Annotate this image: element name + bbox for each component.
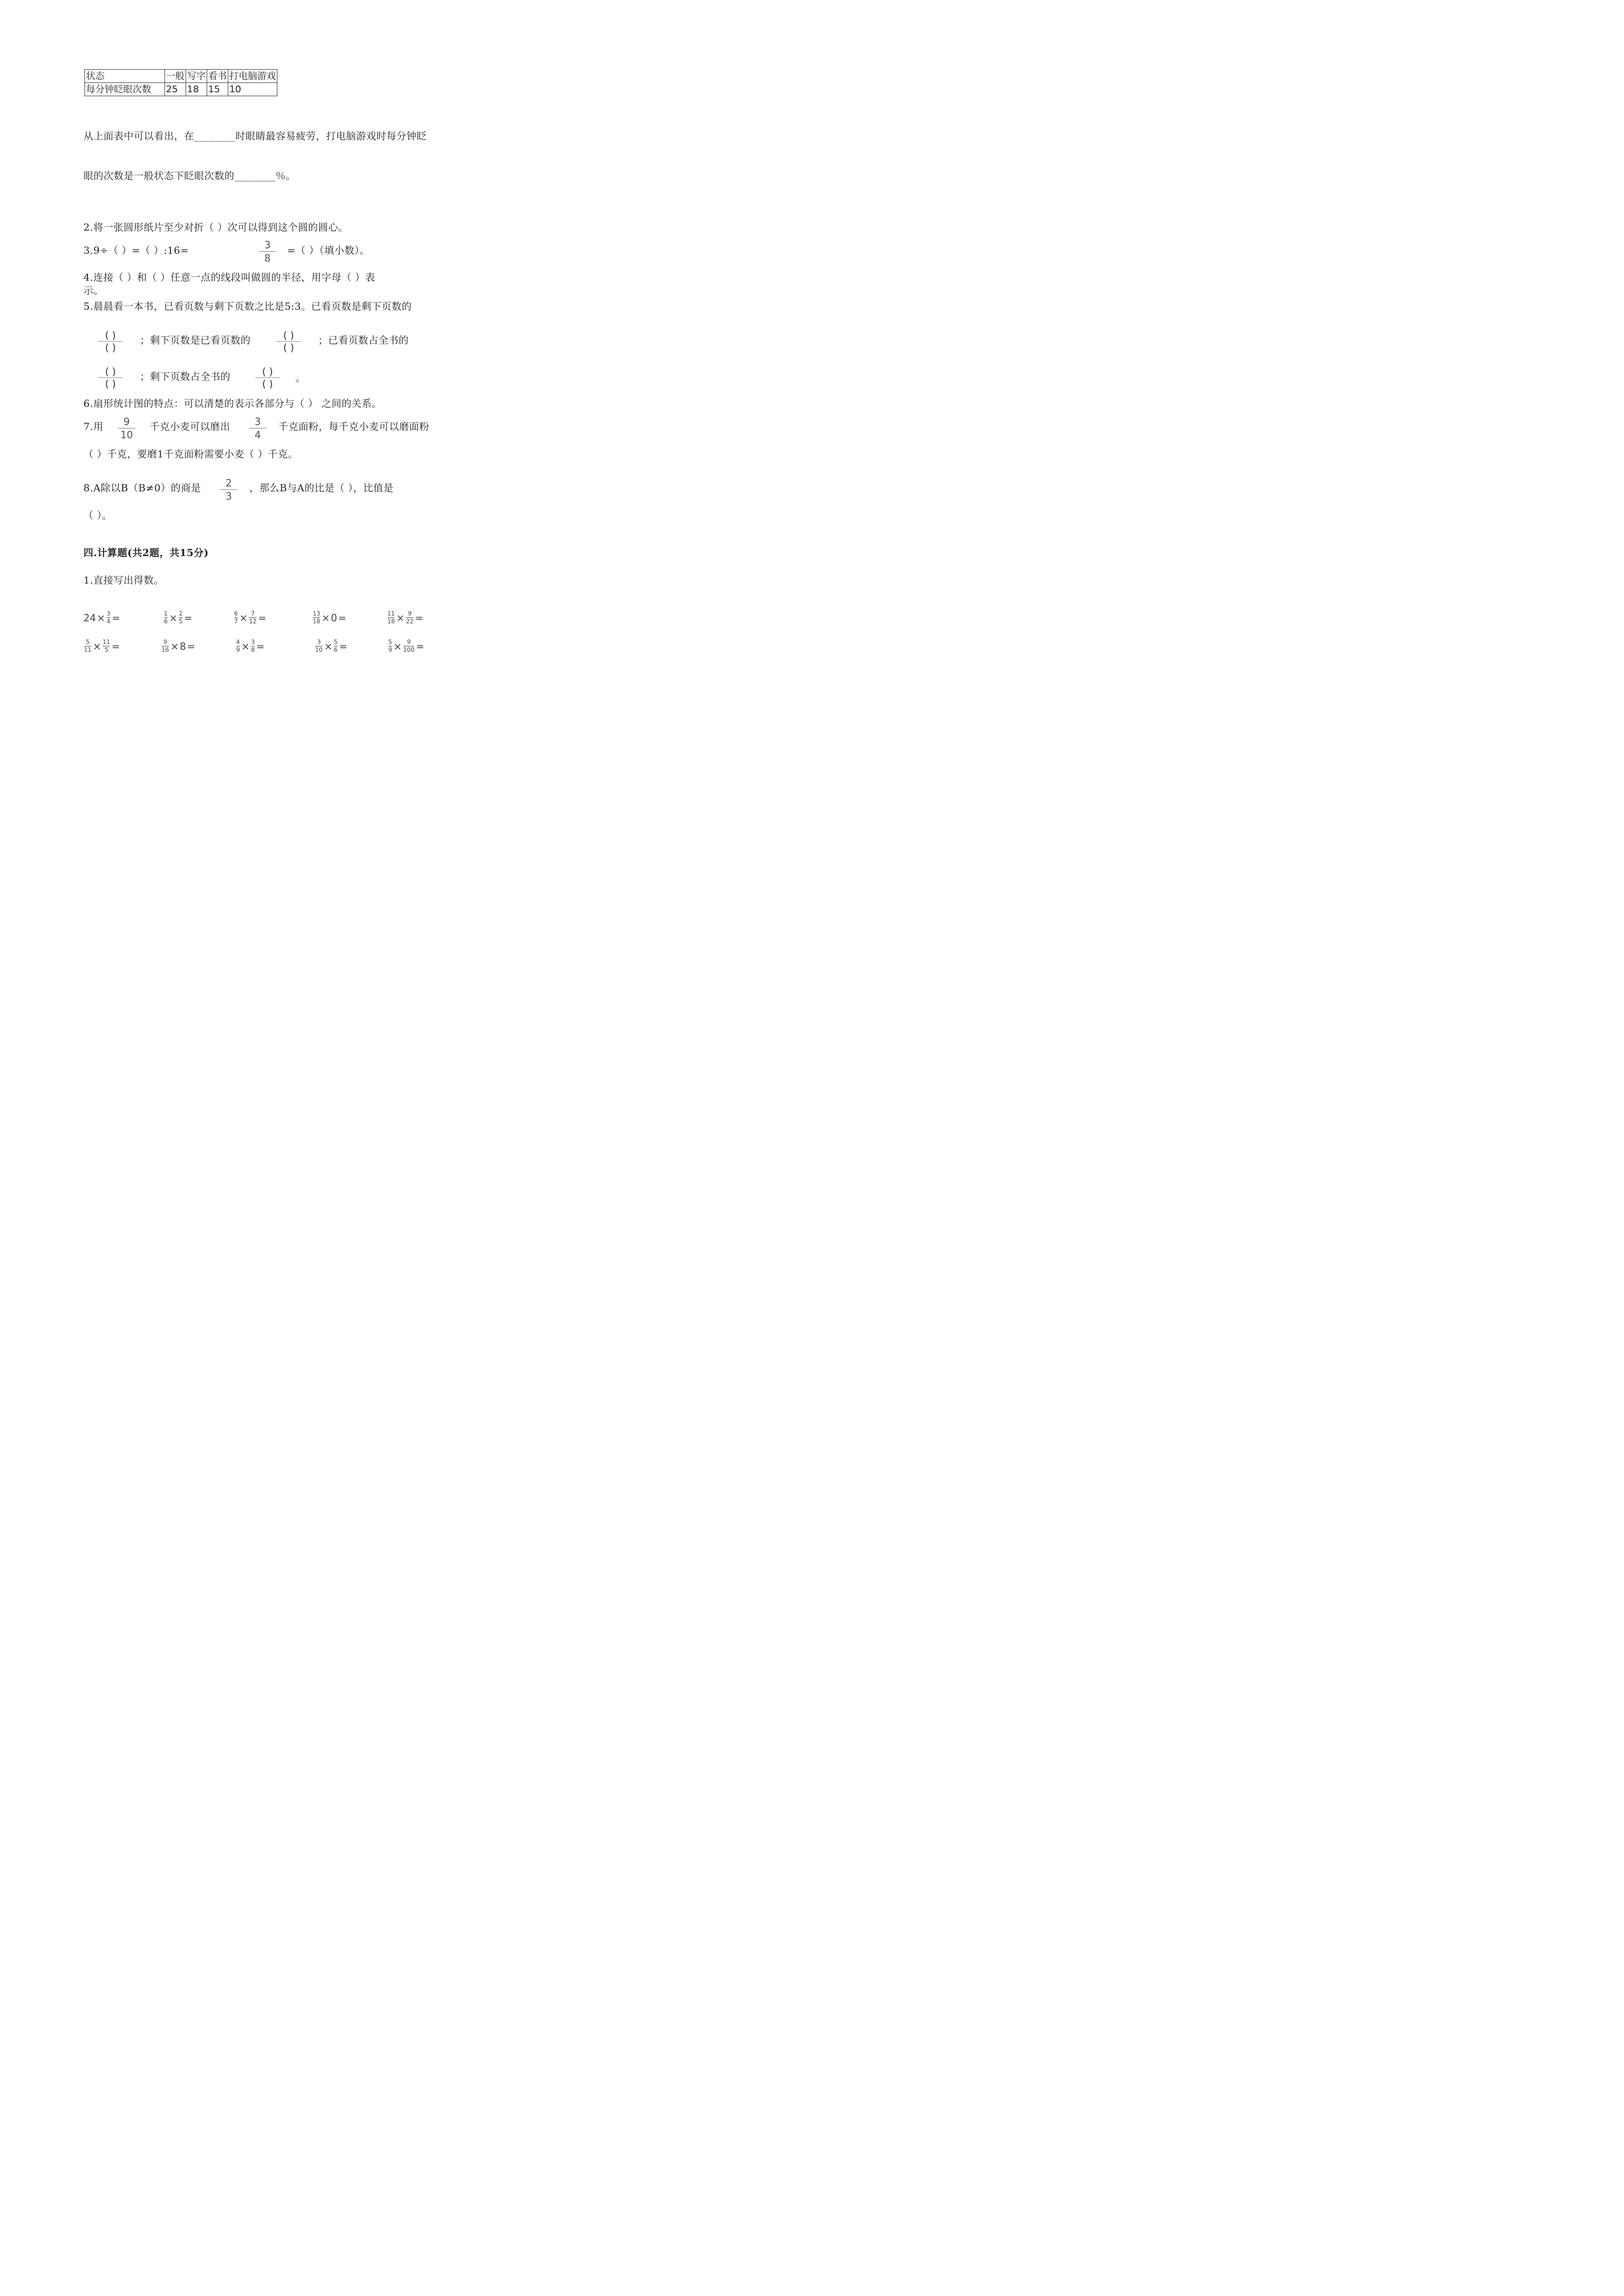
calc-item	[83, 611, 121, 625]
small-fraction: 5 9	[388, 639, 392, 653]
table-cell: 写字	[186, 70, 207, 83]
table-cell: 18	[186, 83, 207, 96]
calc-item	[163, 611, 193, 625]
question-3-part-b: =（ ）（填小数）。	[287, 244, 370, 256]
small-fraction: 9 22	[406, 610, 414, 625]
small-fraction: 11 18	[387, 610, 395, 625]
small-fraction: 2 5	[179, 610, 183, 625]
fraction-2-3	[219, 478, 239, 502]
times-sign: ×	[169, 612, 178, 624]
question-5-line1: 5.晨晨看一本书，已看页数与剩下页数之比是5:3。已看页数是剩下页数的	[83, 300, 412, 312]
question-4-line1: 4.连接（ ）和（ ）任意一点的线段叫做圆的半径，用字母（ ）表	[83, 271, 376, 283]
small-fraction: 9 16	[162, 639, 169, 653]
table-cell: 10	[228, 83, 277, 96]
calc-integer: 0	[331, 612, 337, 624]
fraction-numerator: 3	[254, 416, 261, 427]
times-sign: ×	[241, 640, 250, 652]
question-5-text-2: ；已看页数占全书的	[318, 334, 409, 346]
fraction-denominator: 4	[254, 429, 261, 441]
fraction-3-4	[248, 416, 268, 440]
table-cell: 15	[207, 83, 228, 96]
equals-sign: =	[111, 612, 120, 624]
question-5-text-1: ；剩下页数是已看页数的	[140, 334, 251, 346]
equals-sign: =	[258, 612, 267, 624]
small-fraction: 1 6	[164, 610, 168, 625]
small-fraction: 6 7	[234, 610, 238, 625]
equals-sign: =	[338, 612, 347, 624]
fraction-denominator: 8	[264, 252, 271, 264]
calc-item	[161, 639, 196, 653]
small-fraction: 9 100	[403, 639, 415, 653]
small-fraction: 5 11	[84, 639, 92, 653]
table-cell: 状态	[85, 70, 165, 83]
small-fraction: 7 12	[249, 610, 257, 625]
fraction-9-10	[117, 416, 136, 440]
equals-sign: =	[415, 612, 424, 624]
times-sign: ×	[322, 612, 330, 624]
calc-integer: 24	[83, 612, 96, 624]
blank-denominator: ( )	[262, 378, 273, 390]
question-8-suffix: ，那么B与A的比是（ ），比值是	[249, 482, 394, 494]
fraction-numerator: 9	[123, 416, 130, 427]
table-cell: 一般	[165, 70, 186, 83]
fraction-numerator: 2	[225, 477, 232, 489]
times-sign: ×	[396, 612, 405, 624]
times-sign: ×	[170, 640, 179, 652]
question-4-line2: 示。	[83, 285, 104, 296]
table-cell: 看书	[207, 70, 228, 83]
small-fraction: 4 9	[236, 639, 240, 653]
question-1-line1: 从上面表中可以看出，在________时眼睛最容易疲劳，打电脑游戏时每分钟眨	[83, 130, 427, 142]
fraction-denominator: 10	[120, 429, 133, 441]
blank-numerator: ( )	[262, 366, 273, 377]
question-5-text-3: ；剩下页数占全书的	[140, 371, 231, 382]
table-row	[85, 70, 277, 83]
times-sign: ×	[324, 640, 333, 652]
blank-numerator: ( )	[105, 366, 116, 377]
section-heading: 四.计算题(共2题，共15分)	[83, 547, 209, 559]
table-cell: 打电脑游戏	[228, 70, 277, 83]
blank-denominator: ( )	[283, 342, 294, 353]
equals-sign: =	[256, 640, 265, 652]
question-7-line2: （ ）千克，要磨1千克面粉需要小麦（ ）千克。	[83, 448, 298, 460]
question-8-prefix: 8.A除以B（B≠0）的商是	[83, 482, 201, 494]
small-fraction: 11 5	[103, 639, 110, 653]
equals-sign: =	[187, 640, 195, 652]
blank-fraction[interactable]	[255, 366, 280, 389]
times-sign: ×	[97, 612, 106, 624]
blank-fraction[interactable]	[98, 366, 123, 389]
fraction-denominator: 3	[225, 490, 232, 502]
fraction-3-8	[258, 240, 277, 264]
small-fraction: 13 18	[313, 610, 321, 625]
small-fraction: 3 4	[107, 610, 110, 625]
equals-sign: =	[111, 640, 120, 652]
equals-sign: =	[184, 612, 192, 624]
table-cell: 每分钟眨眼次数	[85, 83, 165, 96]
calc-item	[236, 639, 266, 653]
question-7-suffix: 千克面粉，每千克小麦可以磨面粉	[278, 421, 430, 432]
equals-sign: =	[416, 640, 425, 652]
calc-item	[387, 611, 424, 625]
calc-integer: 8	[180, 640, 186, 652]
calc-item	[234, 611, 267, 625]
question-7-prefix: 7.用	[83, 421, 104, 432]
table-row	[85, 83, 277, 96]
table-cell: 25	[165, 83, 186, 96]
blank-numerator: ( )	[105, 329, 116, 341]
calc-item	[315, 639, 348, 653]
times-sign: ×	[393, 640, 402, 652]
calc-item	[388, 639, 425, 653]
calc-item	[83, 639, 121, 653]
equals-sign: =	[339, 640, 348, 652]
small-fraction: 3 8	[251, 639, 255, 653]
times-sign: ×	[93, 640, 102, 652]
small-fraction: 5 6	[334, 639, 338, 653]
blank-fraction[interactable]	[276, 330, 301, 353]
fraction-numerator: 3	[264, 239, 271, 251]
question-5-text-4: 。	[296, 372, 306, 384]
calc-item	[312, 611, 348, 625]
blank-numerator: ( )	[283, 329, 294, 341]
question-6: 6.扇形统计图的特点：可以清楚的表示各部分与（ ） 之间的关系。	[83, 398, 382, 409]
calc-question-1: 1.直接写出得数。	[83, 574, 164, 586]
times-sign: ×	[239, 612, 248, 624]
blank-denominator: ( )	[105, 378, 116, 390]
question-3-part-a: 3.9÷（ ）=（ ）:16=	[83, 244, 189, 256]
small-fraction: 3 10	[315, 639, 323, 653]
question-2: 2.将一张圆形纸片至少对折（ ）次可以得到这个圆的圆心。	[83, 221, 349, 233]
blink-table	[84, 69, 277, 96]
question-8-line2: （ ）。	[83, 509, 112, 521]
blank-denominator: ( )	[105, 342, 116, 353]
blank-fraction[interactable]	[98, 330, 123, 353]
question-1-line2: 眼的次数是一般状态下眨眼次数的________％。	[83, 170, 296, 182]
question-7-mid: 千克小麦可以磨出	[150, 421, 230, 432]
